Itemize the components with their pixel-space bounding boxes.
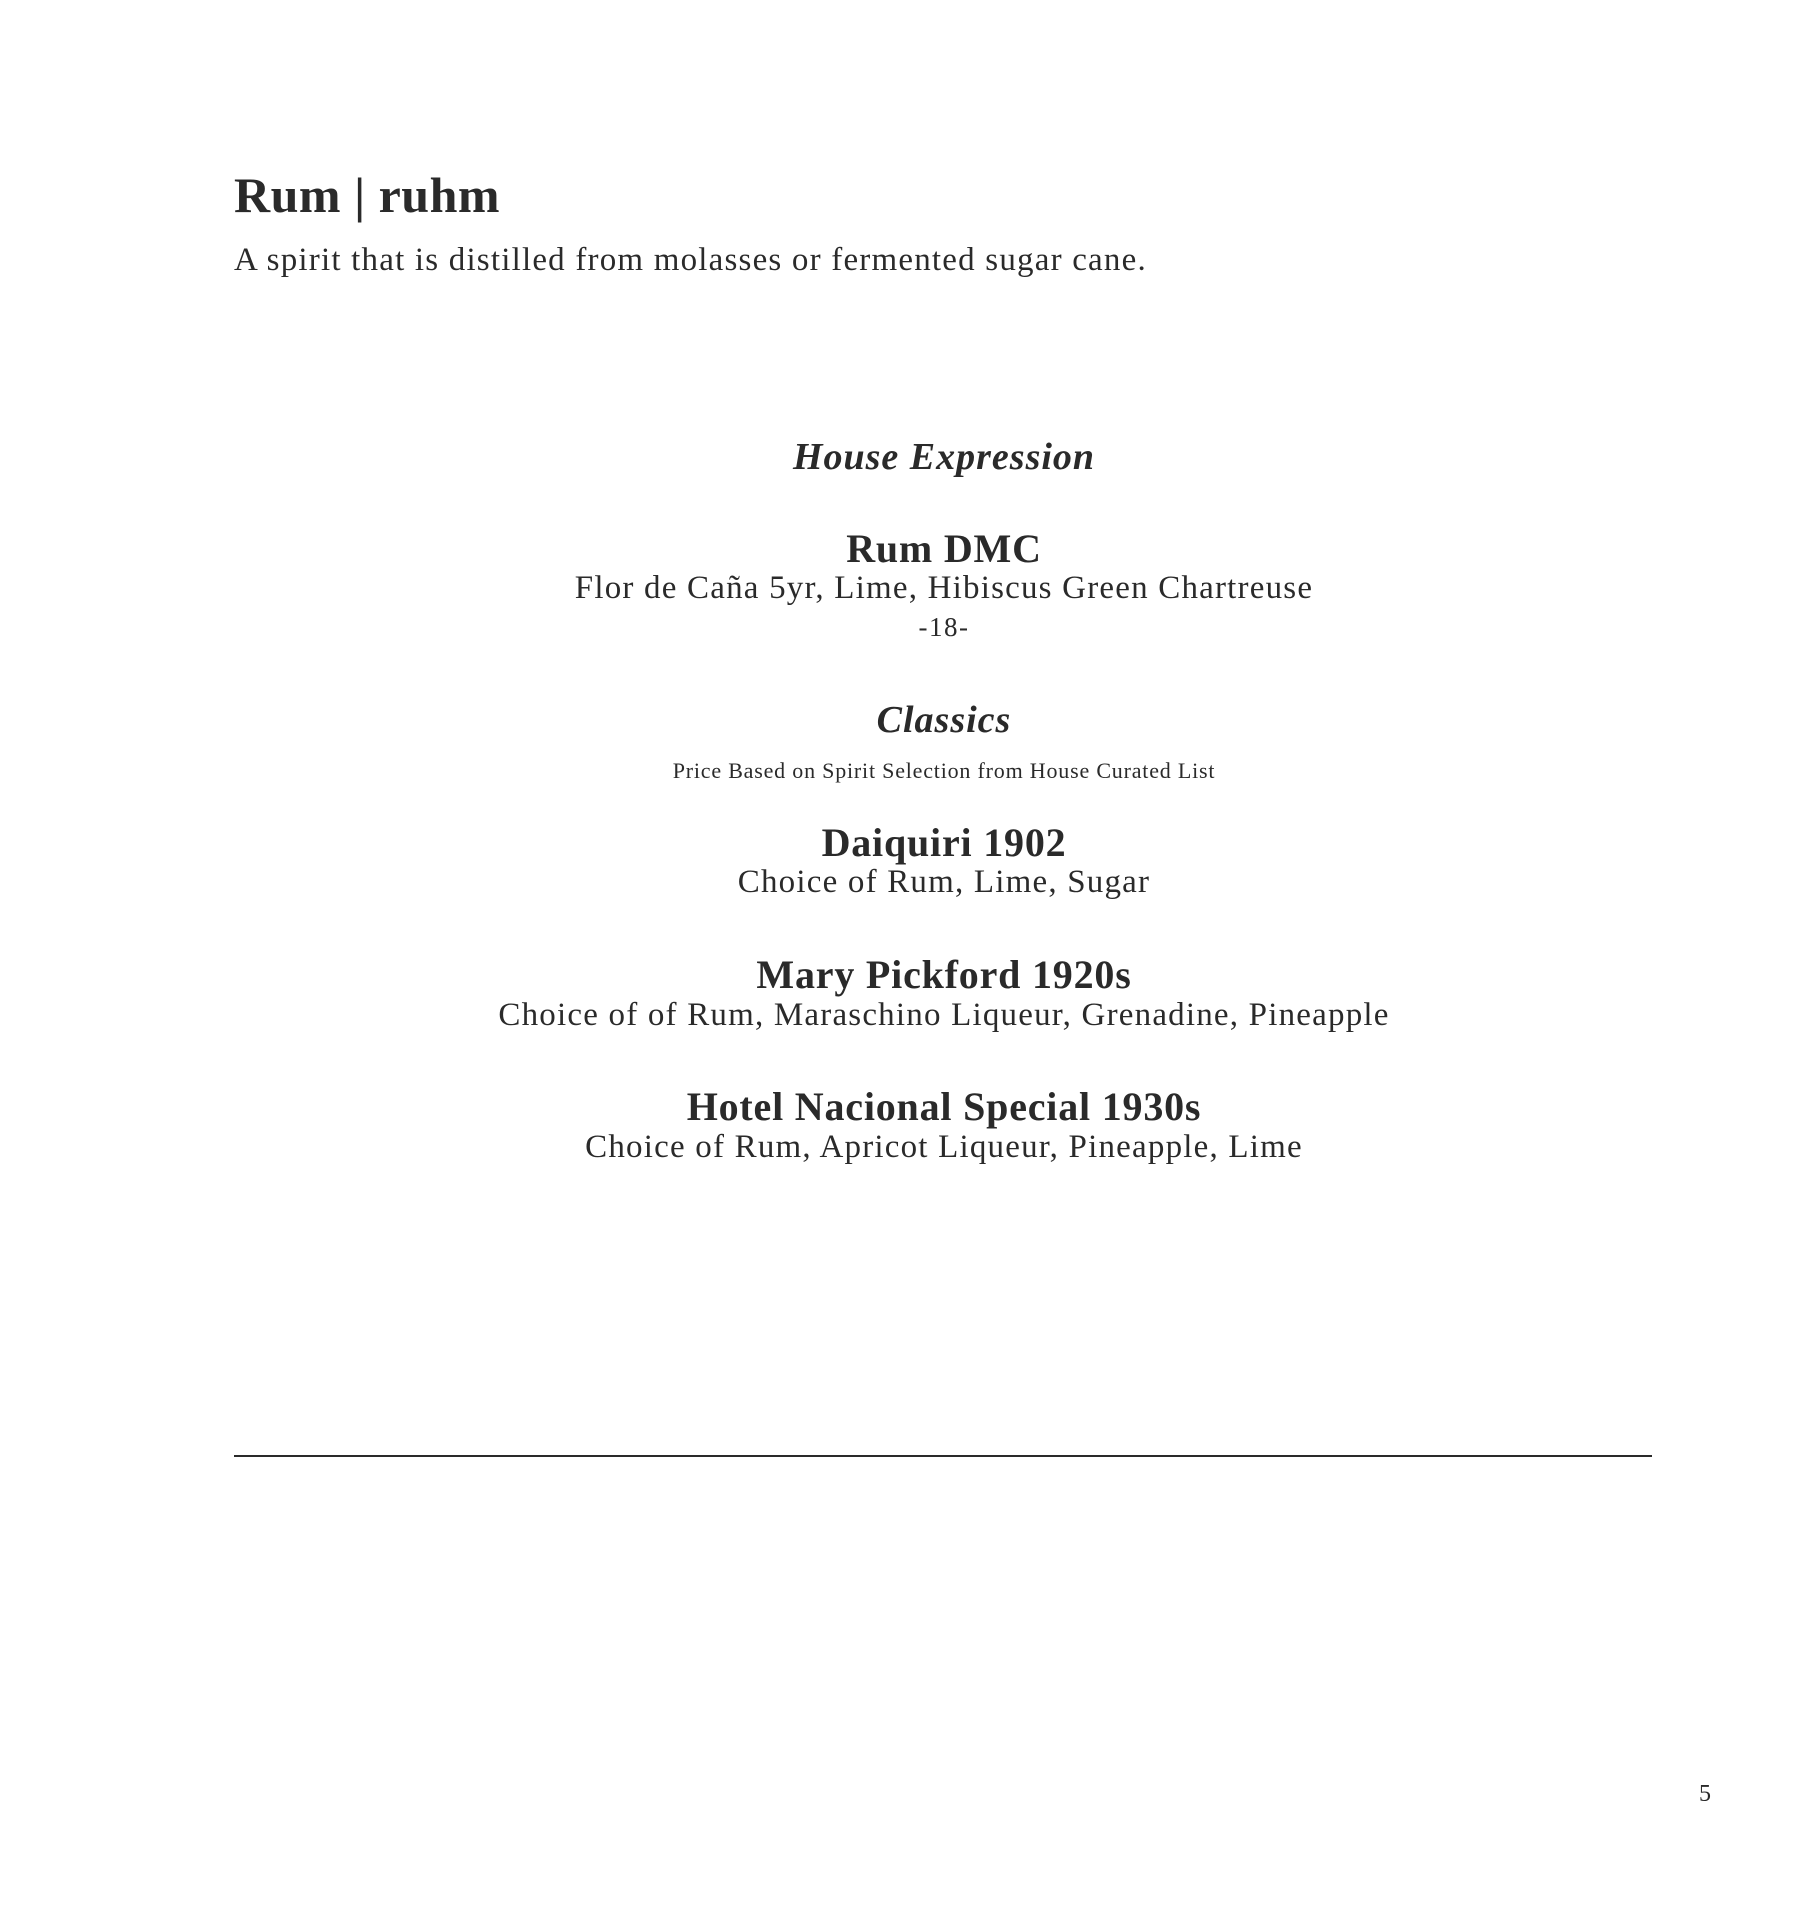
item-name: Daiquiri 1902 [821,820,1067,865]
house-expression-heading: House Expression [792,436,1096,478]
classics-heading: Classics [876,699,1012,741]
item-price: -18- [918,612,970,642]
page-title: Rum | ruhm [234,167,501,223]
classics-price-note: Price Based on Spirit Selection from House Curated List [672,758,1216,783]
item-description: Choice of Rum, Apricot Liqueur, Pineapple, Lime [585,1129,1303,1165]
horizontal-divider [234,1455,1652,1457]
item-name: Rum DMC [846,526,1042,571]
item-description: Choice of of Rum, Maraschino Liqueur, Grenadine, Pineapple [498,997,1390,1033]
page-subtitle: A spirit that is distilled from molasses or fermented sugar cane. [234,242,1147,278]
page-number: 5 [1699,1781,1711,1807]
item-name: Mary Pickford 1920s [756,952,1132,997]
item-name: Hotel Nacional Special 1930s [686,1084,1202,1129]
item-description: Flor de Caña 5yr, Lime, Hibiscus Green Chartreuse [574,570,1314,606]
item-description: Choice of Rum, Lime, Sugar [737,864,1151,900]
